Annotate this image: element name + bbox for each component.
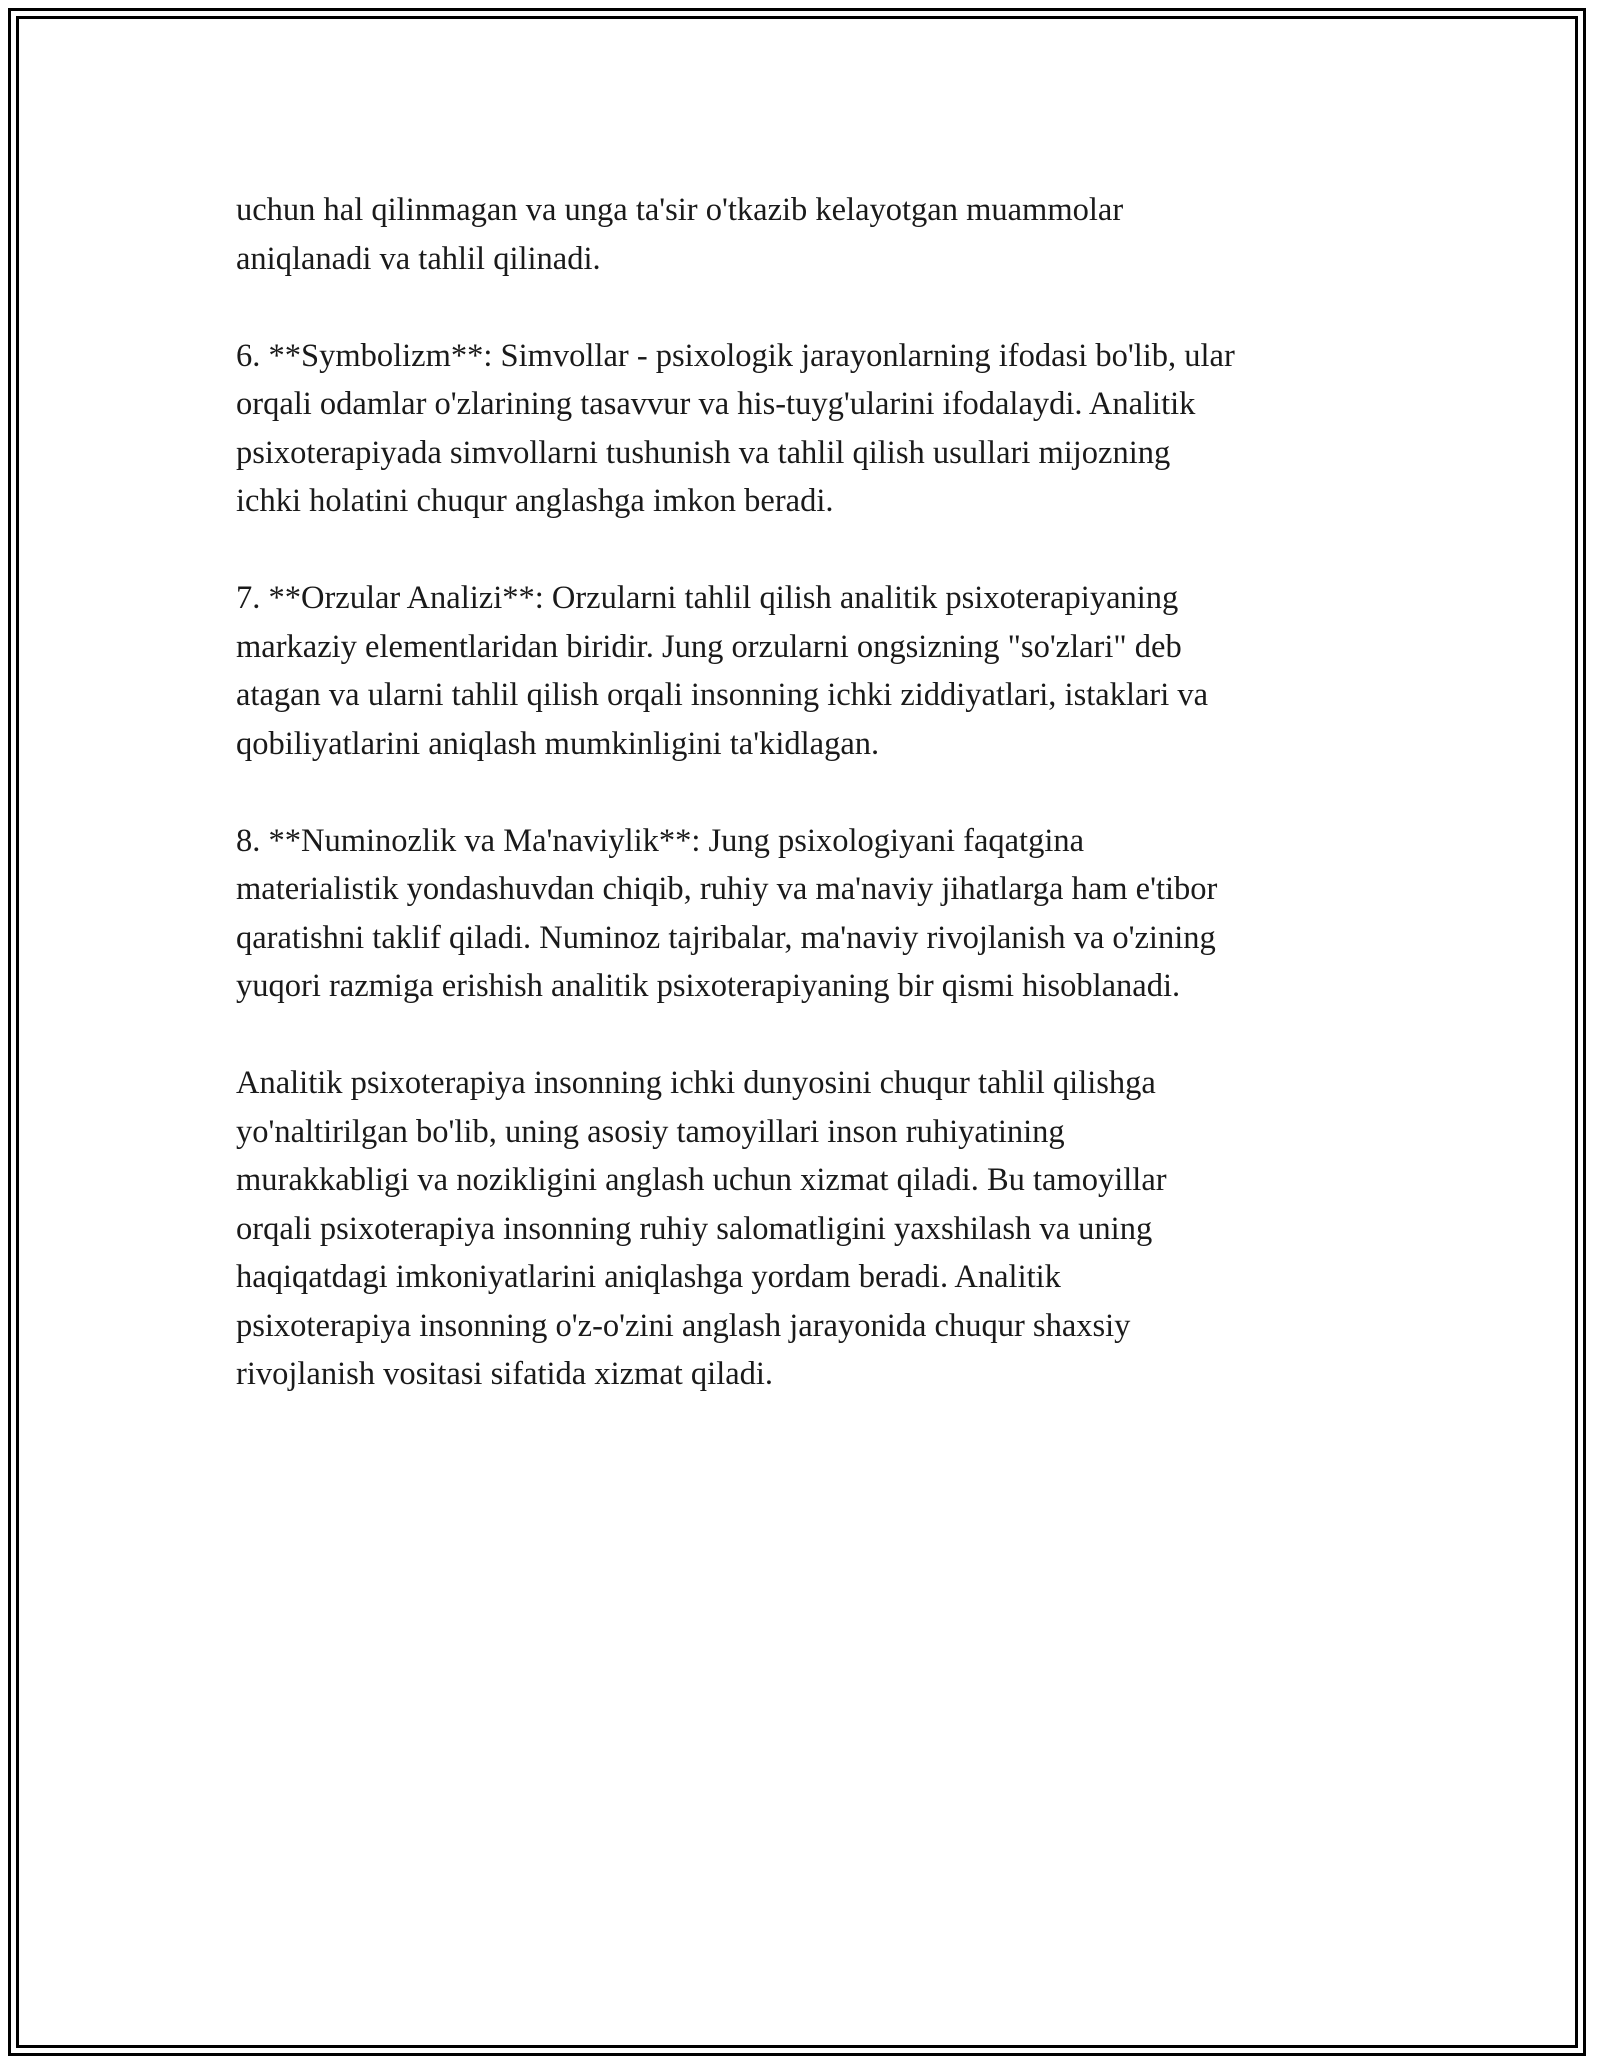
- paragraph-orzular-analizi: 7. **Orzular Analizi**: Orzularni tahlil qilish analitik psixoterapiyaning markaziy elementlaridan biridir. Jung orzularni ongsizning "so'zlari" deb atagan va ularni tahlil qilish orqali insonning ichki ziddiyatlari, istaklari va qobiliyatlarini aniqlash mumkinligini ta'kidlagan.: [236, 580, 1209, 762]
- paragraph-continuation: uchun hal qilinmagan va unga ta'sir o'tkazib kelayotgan muammolar aniqlanadi va tahlil qilinadi.: [236, 192, 1124, 277]
- paragraph-numinozlik: 8. **Numinozlik va Ma'naviylik**: Jung psixologiyani faqatgina materialistik yondashuvdan chiqib, ruhiy va ma'naviy jihatlarga ham e'tibor qaratishni taklif qiladi. Numinoz tajribalar, ma'naviy rivojlanish va o'zining yuqori razmiga erishish analitik psixoterapiyaning bir qismi hisoblanadi.: [236, 822, 1218, 1004]
- paragraph-conclusion: Analitik psixoterapiya insonning ichki dunyosini chuqur tahlil qilishga yo'naltirilgan bo'lib, uning asosiy tamoyillari inson ruhiyatining murakkabligi va nozikligini anglash uchun xizmat qiladi. Bu tamoyillar orqali psixoterapiya insonning ruhiy salomatligini yaxshilash va uning haqiqatdagi imkoniyatlarini aniqlashga yordam beradi. Analitik psixoterapiya insonning o'z-o'zini anglash jarayonida chuqur shaxsiy rivojlanish vositasi sifatida xizmat qiladi.: [236, 1065, 1167, 1392]
- paragraph-symbolizm: 6. **Symbolizm**: Simvollar - psixologik jarayonlarning ifodasi bo'lib, ular orqali odamlar o'zlarining tasavvur va his-tuyg'ularini ifodalaydi. Analitik psixoterapiyada simvollarni tushunish va tahlil qilish usullari mijozning ichki holatini chuqur anglashga imkon beradi.: [236, 337, 1235, 519]
- document-body: [236, 186, 1416, 1447]
